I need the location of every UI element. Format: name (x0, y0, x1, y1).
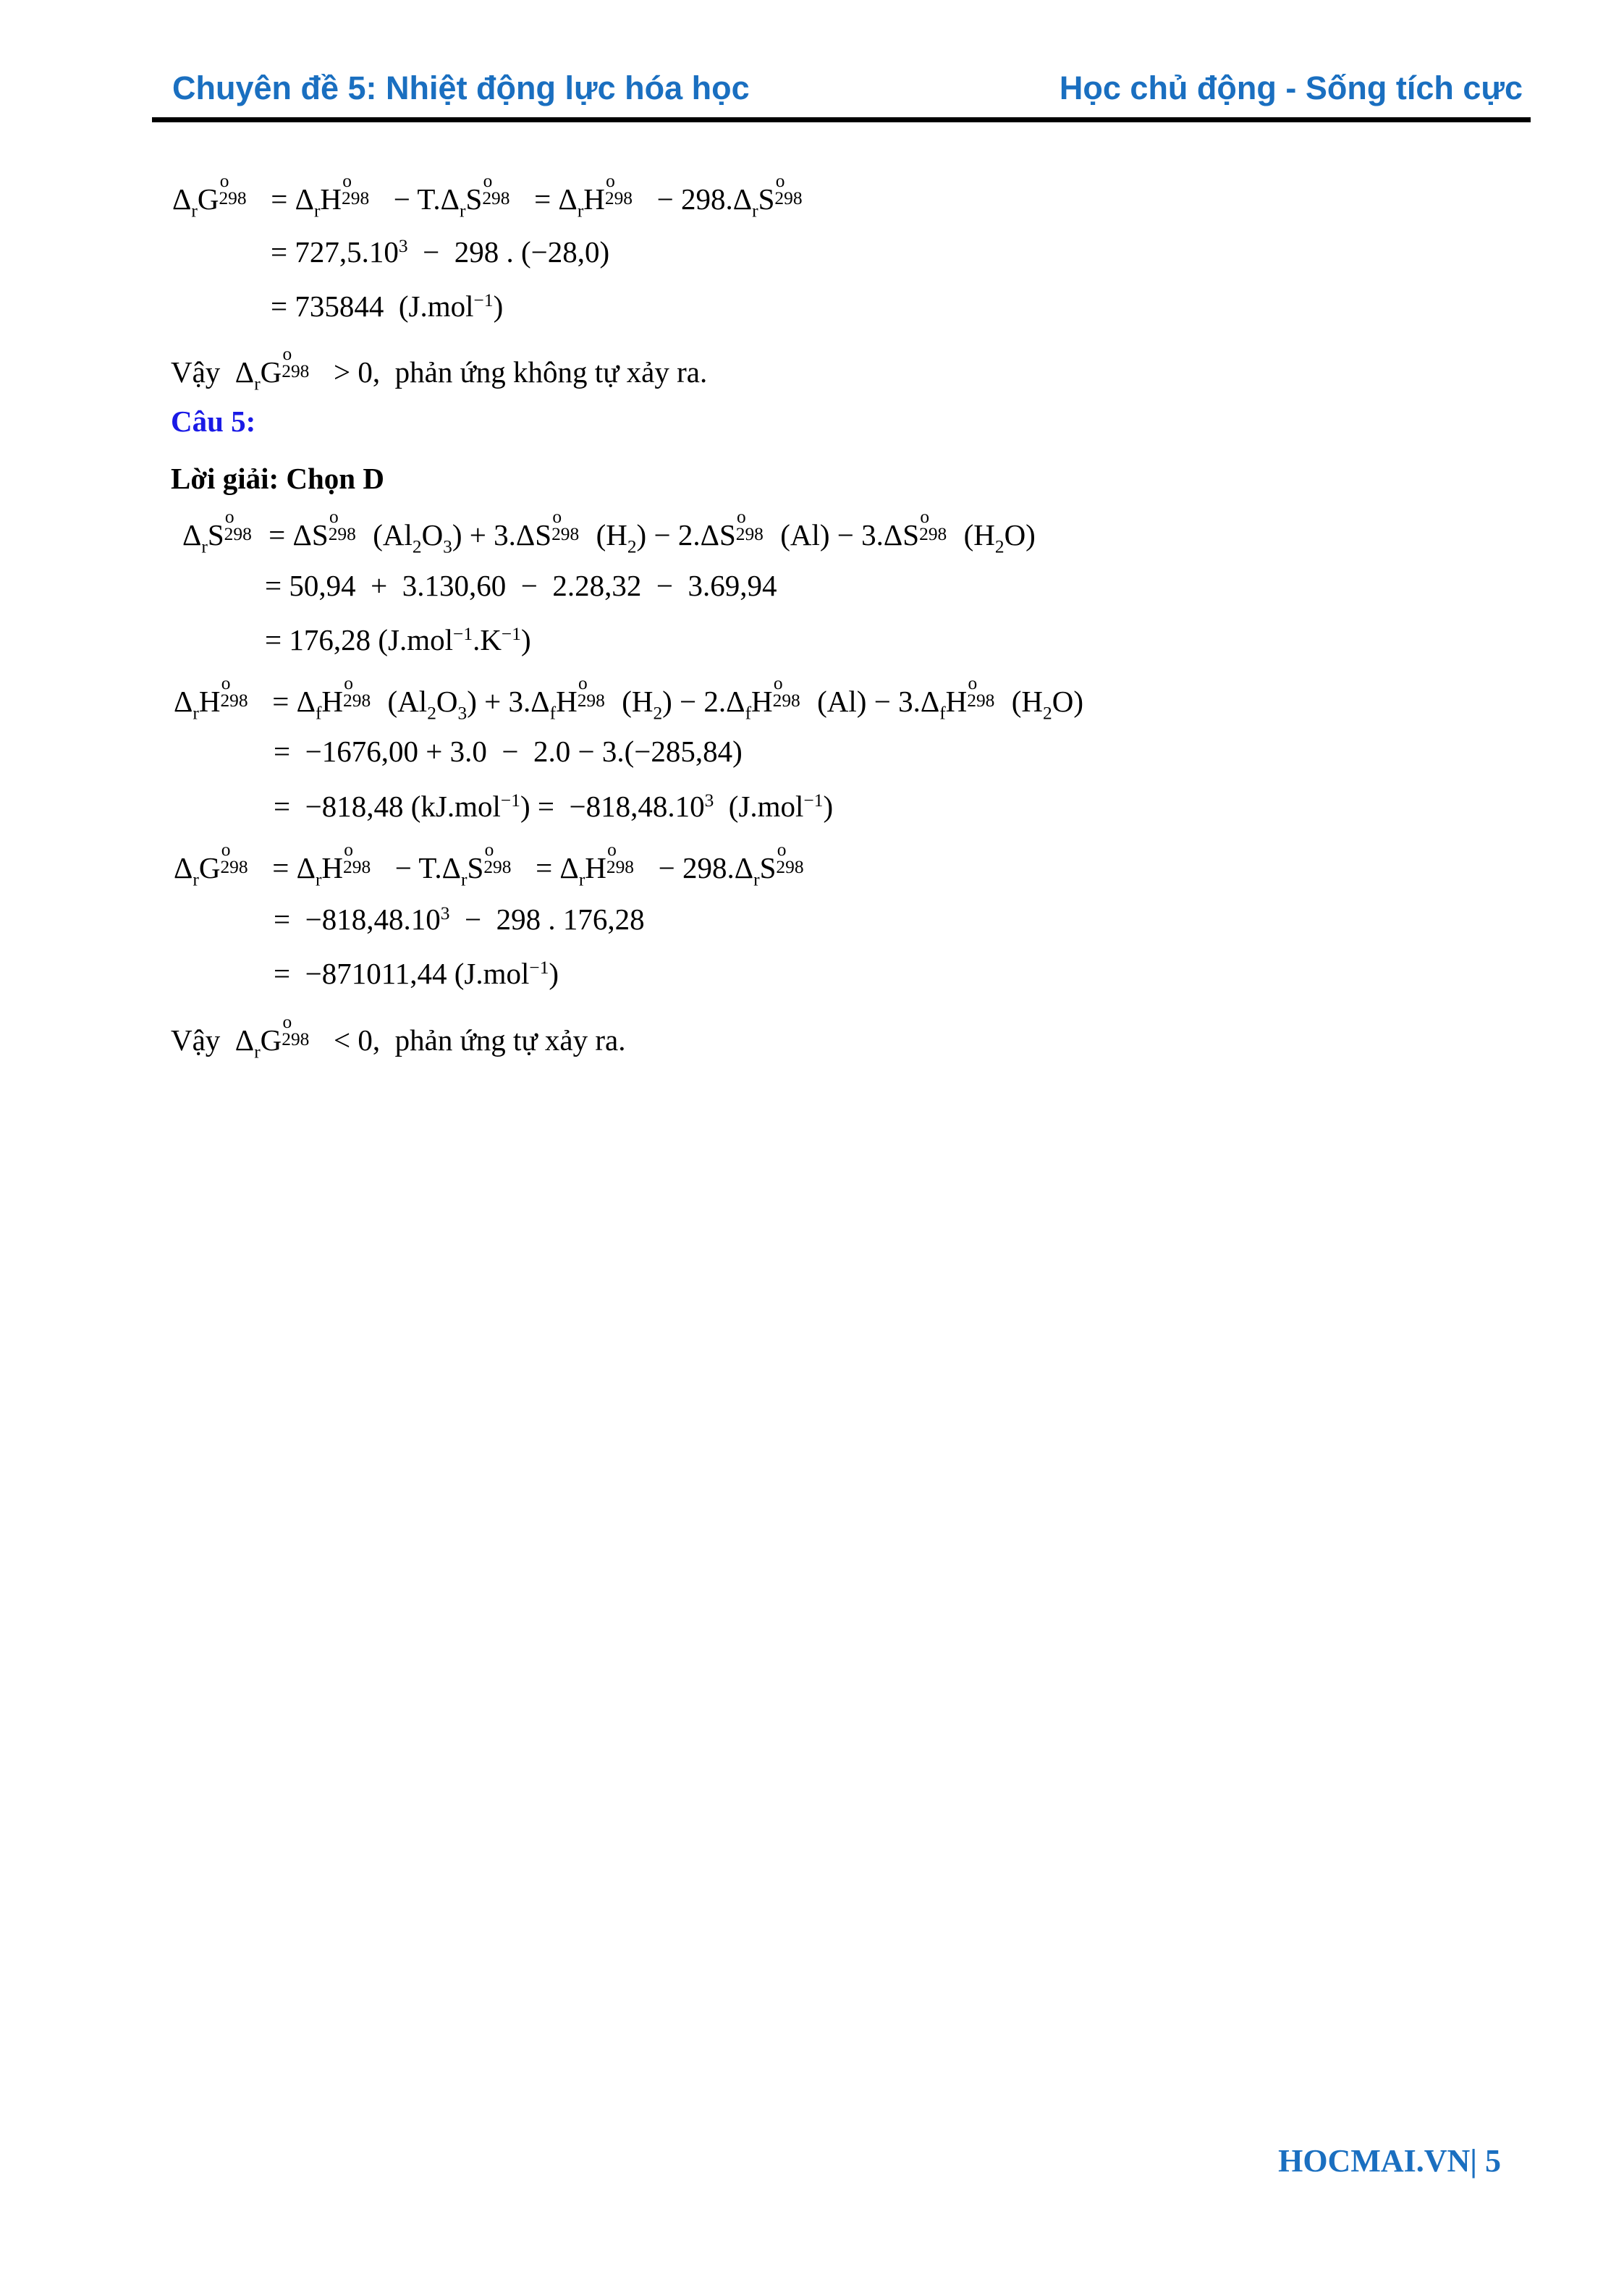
answer-choice: Lời giải: Chọn D (171, 462, 384, 495)
equation-line: = −818,48 $(kJ.mol^{-1}) = -818,48.10^3$ (J.mol$^{-1}$) (274, 790, 834, 823)
page-header (152, 69, 1530, 120)
page-footer: HOCMAI.VN| 5 (1278, 2143, 1501, 2179)
equation-line: = −871011,44 (J.mol$^{-1}$) (274, 957, 559, 990)
question-title: Câu 5: (171, 405, 256, 438)
header-rule (152, 117, 1531, 122)
equation-line: $\Delta_rG$ o 298 = $\Delta_rH$ o 298 − $T.\Delta_rS$ o 298 = $\Delta_rH$ o 298 − $298.\Delta_rS$ o 298 (172, 171, 803, 221)
equation-line: $\Delta_rG$ o 298 = $\Delta_rH$ o 298 − $T.\Delta_rS$ o 298 = $\Delta_rH$ o 298 − $298.\Delta_rS$ o 298 (174, 840, 804, 890)
equation-line: = −1676,00 + 3.0 − 2.0 − 3.(−285,84) (274, 735, 743, 768)
footer-site-name: HOCMAI.VN (1278, 2143, 1471, 2179)
equation-line: = $727,5.10^3 - 298$ . (−28,0) (271, 235, 610, 269)
equation-line: = 176,28 $(J.mol^{-1}.K^{-1})$ (265, 623, 531, 656)
page-number: 5 (1485, 2143, 1501, 2179)
header-topic-title: Chuyên đề 5: Nhiệt động lực hóa học (172, 69, 750, 106)
header-slogan: Học chủ động - Sống tích cực (1059, 69, 1523, 106)
equation-line: $\Delta_rH$ o 298 = $\Delta_fH$ o 298 $(Al_2O_3) + 3.\Delta_fH$ o 298 $(H_2) - 2.\Delta_fH$ o 298 $(Al) - 3.\Delta_fH$ o 298 $(H_2O)$ (174, 673, 1083, 724)
equation-line: = 735844 (J.mol$^{-1}$) (271, 290, 504, 323)
equation-line: $\Delta_rS$ o 298 = ΔS o 298 $(Al_2O_3) + 3.\Delta S$ o 298 $(H_2) - 2.\Delta S$ o 298 (Al) − 3.ΔS o 298 $(H_2O)$ (182, 507, 1036, 557)
conclusion-text: Vậy $\Delta_rG$ o 298 > 0, phản ứng không tự xảy ra. (171, 344, 708, 394)
equation-line: = 50,94 + 3.130,60 − 2.28,32 − 3.69,94 (265, 569, 777, 602)
conclusion-text: Vậy $\Delta_rG$ o 298 < 0, phản ứng tự xảy ra. (171, 1012, 626, 1062)
equation-line: = $-818,48.10^3 - 298$ . 176,28 (274, 903, 645, 936)
